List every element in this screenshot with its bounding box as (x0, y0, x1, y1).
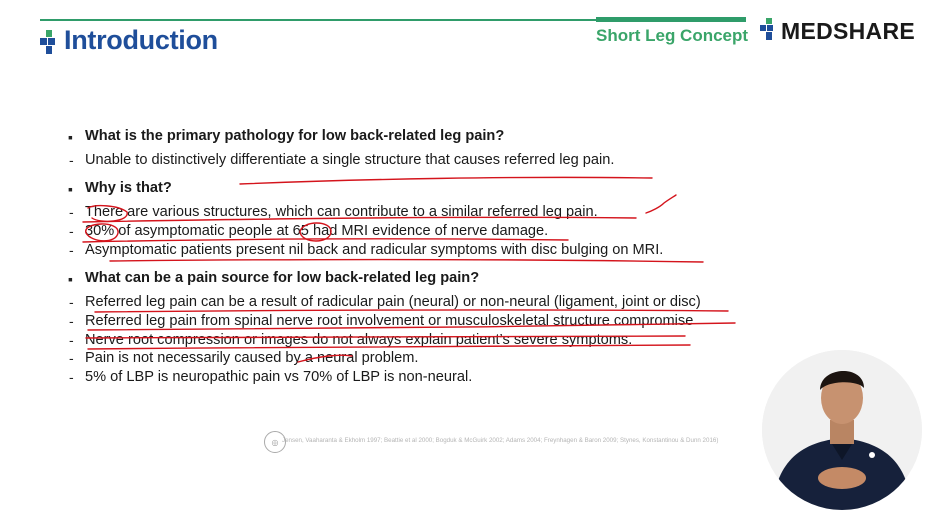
bullet-dash: - (69, 223, 74, 239)
presenter-figure (762, 350, 922, 510)
question-pathology: What is the primary pathology for low back-related leg pain? (85, 128, 505, 144)
course-name: Short Leg Concept (596, 26, 749, 45)
bullet-dash: - (69, 350, 74, 366)
bullet-dash: - (69, 294, 74, 310)
bullet-dash: - (69, 204, 74, 220)
answer-line: Nerve root compression or images do not always explain patient’s severe symptoms. (85, 332, 633, 348)
presenter-video (762, 350, 922, 510)
page-title: Introduction (64, 25, 218, 55)
bullet-dash: - (69, 152, 74, 168)
answer-line: Unable to distinctively differentiate a single structure that causes referred leg pain. (85, 152, 615, 168)
circle-stroke (86, 224, 118, 241)
underline-stroke (240, 177, 652, 184)
citation: Jensen, Vaaharanta & Ekholm 1997; Beattie et al 2000; Bogduk & McGuirk 2002; Adams 2004; Freynhagen & Baron 2009; Stynes, Konstantinou & Dunn 2016) (282, 437, 719, 444)
question-why: Why is that? (85, 180, 172, 196)
answer-line: Referred leg pain from spinal nerve root involvement or musculoskeletal structure compromise (85, 313, 694, 329)
answer-line: Pain is not necessarily caused by a neural problem. (85, 350, 419, 366)
underline-stroke (83, 239, 568, 242)
underline-stroke (95, 310, 728, 312)
bullet-dash: - (69, 369, 74, 385)
bullet-square: ▪ (68, 271, 73, 287)
underline-stroke (298, 355, 352, 362)
answer-line: 30% of asymptomatic people at 65 had MRI evidence of nerve damage. (85, 223, 549, 239)
underline-stroke (110, 260, 703, 262)
answer-line: 5% of LBP is neuropathic pain vs 70% of LBP is non-neural. (85, 369, 473, 385)
answer-line: Asymptomatic patients present nil back and radicular symptoms with disc bulging on MRI. (85, 242, 664, 258)
bullet-square: ▪ (68, 181, 73, 197)
strike-stroke (86, 336, 685, 338)
bullet-square: ▪ (68, 129, 73, 145)
answer-line: There are various structures, which can contribute to a similar referred leg pain. (85, 204, 598, 220)
checkmark-stroke (646, 195, 676, 213)
bullet-dash: - (69, 313, 74, 329)
bullet-dash: - (69, 242, 74, 258)
underline-stroke (83, 217, 636, 222)
answer-line: Referred leg pain can be a result of radicular pain (neural) or non-neural (ligament, joint or disc) (85, 294, 701, 310)
question-pain-source: What can be a pain source for low back-related leg pain? (85, 270, 480, 286)
underline-stroke (88, 323, 735, 330)
round-seal-icon: ◎ (264, 431, 286, 453)
underline-stroke (88, 345, 690, 349)
brand-name: MEDSHARE (781, 18, 916, 44)
circle-stroke (88, 206, 127, 222)
bullet-dash: - (69, 332, 74, 348)
